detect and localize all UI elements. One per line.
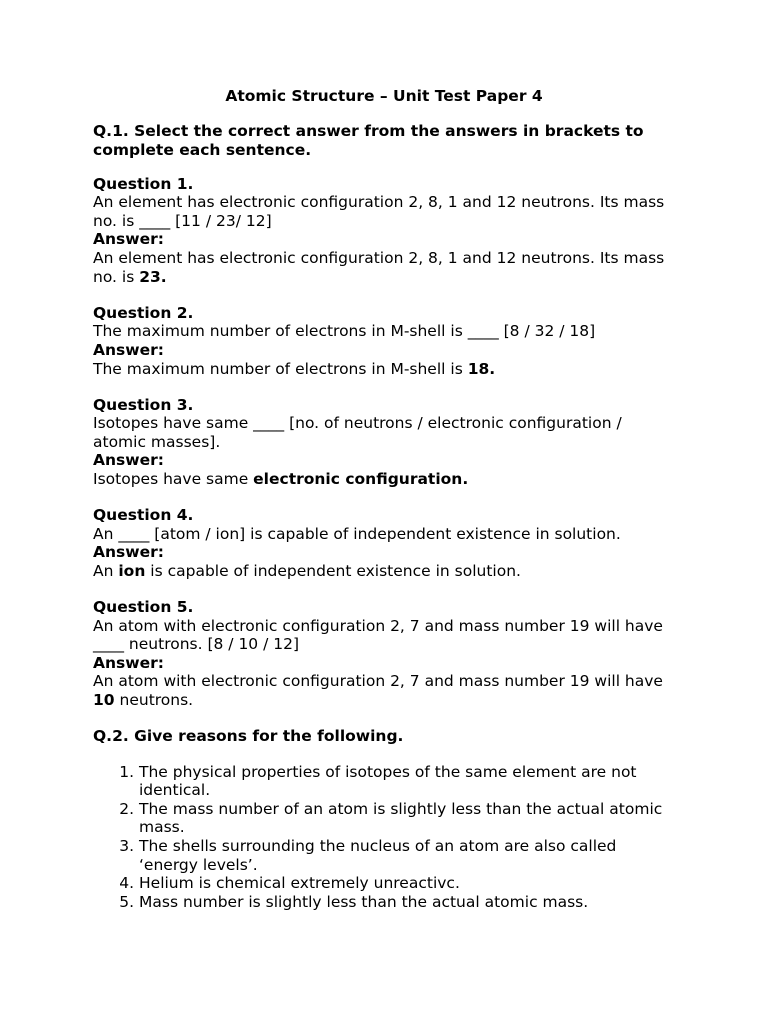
question-block-3 [93, 396, 673, 489]
answer-label: Answer: [93, 340, 164, 359]
answer-highlight: 18. [467, 359, 496, 378]
document-body [93, 122, 673, 911]
question-block-1 [93, 175, 673, 287]
question-label: Question 1. [93, 174, 194, 193]
answer-label: Answer: [93, 451, 164, 470]
list-item: 1. The physical properties of isotopes of the same element are not identical. [139, 763, 673, 800]
answer-text [93, 249, 673, 286]
document-title: Atomic Structure – Unit Test Paper 4 [225, 87, 543, 105]
answer-highlight: ion [118, 561, 146, 580]
answer-text-before: An atom with electronic configuration 2, 7 and mass number 19 will have [93, 672, 663, 691]
answer-highlight: electronic configuration. [253, 470, 469, 488]
q1-heading: Q.1. Select the correct answer from the answers in brackets to complete each sentence. [93, 122, 644, 159]
question-block-4 [93, 506, 673, 580]
question-prompt: An ____ [atom / ion] is capable of independent existence in solution. [93, 524, 621, 543]
answer-label: Answer: [93, 230, 164, 249]
answer-label: Answer: [93, 653, 164, 672]
list-item: 2. The mass number of an atom is slightly less than the actual atomic mass. [139, 800, 673, 837]
answer-text-before: The maximum number of electrons in M-shell is [93, 359, 468, 378]
question-prompt: Isotopes have same ____ [no. of neutrons / electronic configuration / atomic masses]. [93, 414, 622, 451]
list-item: 3. The shells surrounding the nucleus of an atom are also called ‘energy levels’. [139, 837, 673, 874]
question-prompt: The maximum number of electrons in M-shell is ____ [8 / 32 / 18] [93, 322, 596, 341]
question-prompt: An element has electronic configuration 2, 8, 1 and 12 neutrons. Its mass no. is ____ [11 / 23/ 12] [93, 193, 665, 230]
question-label: Question 5. [93, 597, 194, 616]
answer-text-before: Isotopes have same [93, 470, 254, 488]
answer-highlight: 10 [93, 690, 115, 709]
answer-text-after: neutrons. [114, 690, 194, 709]
question-prompt: An atom with electronic configuration 2, 7 and mass number 19 will have ____ neutrons. [8 / 10 / 12] [93, 616, 663, 654]
list-item: 5. Mass number is slightly less than the actual atomic mass. [139, 893, 673, 912]
answer-text-before: An [93, 561, 119, 580]
answer-text-after: is capable of independent existence in solution. [145, 561, 521, 580]
list-item: 4. Helium is chemical extremely unreactivc. [139, 874, 673, 893]
answer-text [93, 470, 673, 489]
reasons-list [93, 763, 673, 912]
q2-heading: Q.2. Give reasons for the following. [93, 727, 404, 746]
answer-text [93, 562, 673, 581]
answer-text [93, 360, 673, 379]
answer-text [93, 672, 673, 709]
answer-text-before: An element has electronic configuration 2, 8, 1 and 12 neutrons. Its mass no. is [93, 249, 665, 286]
question-label: Question 3. [93, 395, 194, 414]
question-block-5 [93, 598, 673, 710]
answer-label: Answer: [93, 543, 164, 562]
question-block-2 [93, 304, 673, 378]
question-label: Question 2. [93, 303, 194, 322]
question-label: Question 4. [93, 506, 194, 525]
answer-highlight: 23. [139, 267, 167, 286]
